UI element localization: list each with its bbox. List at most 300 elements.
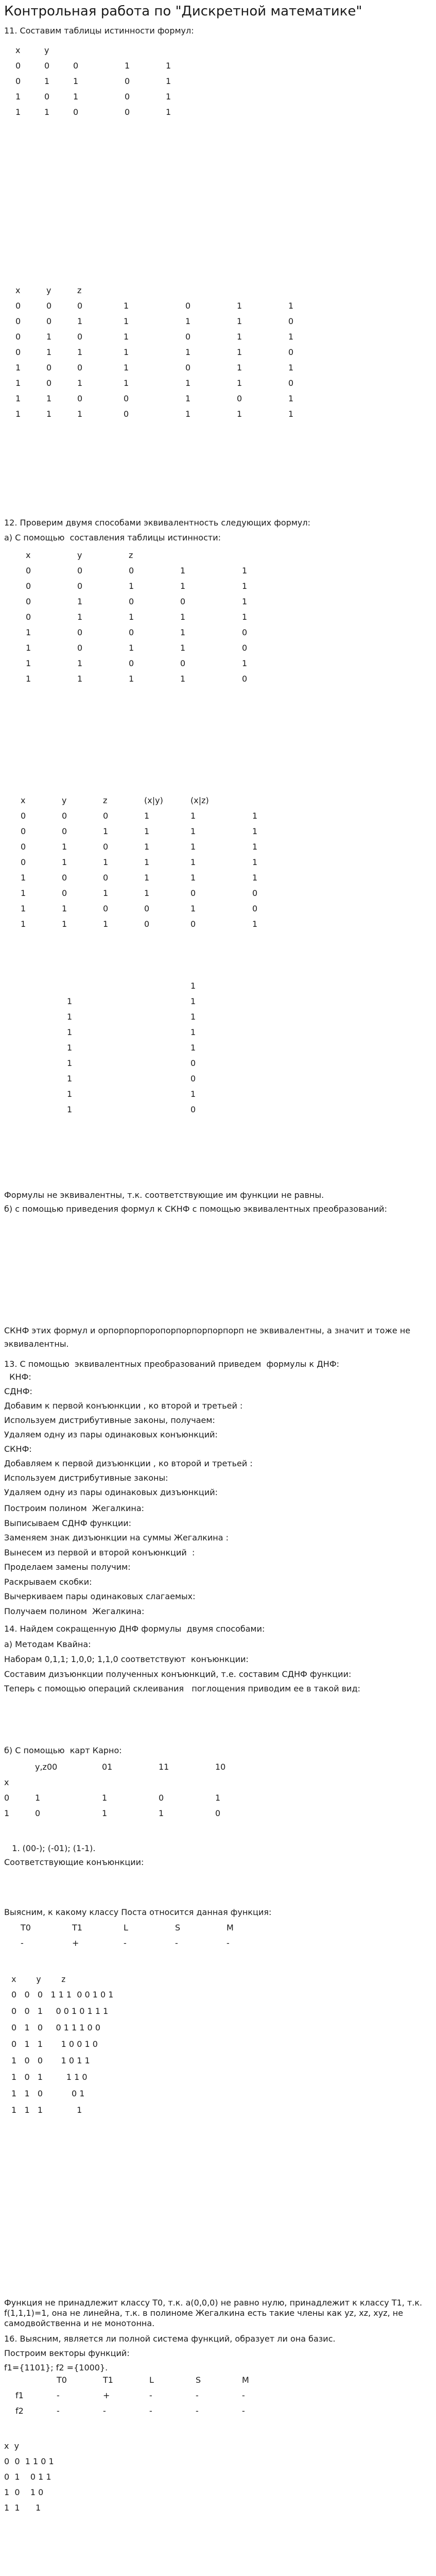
table-cell: 1 [124,300,129,311]
table-cell: 0 [103,903,109,913]
table-cell: 1 [190,980,196,991]
table-row [15,375,340,391]
table-cell: - [57,2405,60,2416]
table-row [15,104,207,120]
table-cell: 1 [26,658,31,668]
table-cell: 0 [62,826,67,836]
table-cell: 1 [77,658,83,668]
table-header-cell [15,2372,57,2387]
table-cell: 0 [215,1808,221,1818]
q13-step-line: Удаляем одну из пары одинаковых дизъюнкций: [4,1487,218,1497]
table-row [21,870,314,885]
table-header-cell: (x|y) [144,795,163,805]
table-cell: 1 [144,888,150,898]
table-cell [35,1774,102,1790]
table-cell: 0 [26,596,31,606]
table-cell: 1 [180,673,186,684]
table-header-cell: 01 [102,1761,113,1772]
table-cell: 0 [35,1808,41,1818]
table-cell: - [124,1938,127,1948]
table-row [21,854,314,870]
table-cell: 1 [124,362,129,372]
table-cell: 1 [144,826,150,836]
table-header-cell: y [44,45,49,55]
table-cell: 0 [242,642,248,653]
table-cell: 0 [26,565,31,575]
q13-step-line: Добавим к первой конъюнкции , ко второй и третьей : [4,1401,243,1411]
q14-heading: 14. Найдем сокращенную ДНФ формулы двумя способами: [4,1624,265,1634]
table-header-cell: z [103,795,108,805]
table-cell: 1 [129,612,134,622]
table-cell: 1 [62,903,67,913]
table-cell: 1 [73,91,79,101]
table-cell: 1 [237,300,242,311]
truth-table-3 [26,547,304,686]
table-row [4,1774,267,1790]
table-cell: 0 [159,1792,164,1803]
q14-quine-line1: Наборам 0,1,1; 1,0,0; 1,1,0 соответствуют конъюнкции: [4,1654,249,1664]
table-header-cell [185,282,237,298]
table-row [15,391,340,406]
table-header-cell: y,z00 [35,1761,58,1772]
table-cell: 0 [103,841,109,852]
table-row [67,1101,232,1117]
table-cell: 0 [4,1792,10,1803]
q13-zhegalkin-line: Проделаем замены получим: [4,1562,131,1572]
table-header-cell: 10 [215,1761,226,1772]
table-header-cell: T0 [21,1922,31,1933]
q14-method-b: б) С помощью карт Карно: [4,1745,122,1755]
table-cell: 1 [190,1042,196,1053]
table-cell: 1 [77,409,83,419]
table-cell: 1 [77,673,83,684]
table-cell: 0 [129,565,134,575]
table-cell: 1 [15,378,21,388]
table-cell: 1 [180,627,186,637]
table-cell: 1 [215,1792,221,1803]
table-cell: 1 [242,581,248,591]
table-cell: 1 [124,347,129,357]
q12-method-b: б) с помощью приведения формул к СКНФ с помощью эквивалентных преобразований: [4,1204,387,1214]
table-cell: 1 [252,826,258,836]
table-cell [159,1774,215,1790]
table-cell: 1 [166,107,171,117]
q13-zhegalkin-line: Выписываем СДНФ функции: [4,1518,132,1528]
table-cell: - [149,2405,152,2416]
q13-step-line: Используем дистрибутивные законы: [4,1473,168,1483]
table-cell: 1 [159,1808,164,1818]
table-header-cell: M [226,1922,234,1933]
table-cell: 0 [77,331,83,342]
vector-table-row: 1 0 1 0 [4,2487,44,2497]
table-cell: 0 [124,409,129,419]
table-cell: 0 [129,627,134,637]
q14-method-a: а) Методам Квайна: [4,1639,91,1649]
table-cell: 1 [62,857,67,867]
table-cell: - [196,2390,199,2400]
table-cell: 0 [73,60,79,71]
table-header-cell: y [77,550,82,560]
q15-heading: Выясним, к какому классу Поста относится данная функция: [4,1907,272,1917]
table-cell: 1 [21,903,26,913]
table-cell: 0 [15,316,21,326]
table-cell: 0 [77,581,83,591]
table-row [15,2387,288,2403]
q16-line1: Построим векторы функций: [4,2348,130,2358]
table-cell: - [196,2405,199,2416]
q13-zhegalkin-line: Вычеркиваем пары одинаковых слагаемых: [4,1591,196,1601]
table-cell: 1 [185,347,191,357]
table-cell: 1 [288,409,294,419]
table-row [67,1071,232,1086]
table-cell: 0 [237,393,242,403]
table-row [67,1086,232,1101]
q15-table-row: 1 0 0 1 0 1 1 [11,2056,90,2065]
table-cell: 0 [242,673,248,684]
table-cell: 0 [46,362,52,372]
table-header-cell: x [26,550,31,560]
table-cell: 1 [288,300,294,311]
table-header-row [15,42,207,58]
table-header-cell: y [46,285,51,295]
table-header-cell: 11 [159,1761,169,1772]
table-cell: 1 [46,409,52,419]
table-header-cell: L [124,1922,128,1933]
table-cell: f1 [15,2390,24,2400]
q13-step-line: КНФ: [4,1372,31,1382]
table-cell: 1 [15,409,21,419]
vector-table-row: 0 1 0 1 1 [4,2472,51,2482]
table-cell: 1 [67,1058,73,1068]
table-cell: 0 [185,362,191,372]
table-row [15,313,340,329]
table-cell: 1 [252,841,258,852]
table-row [67,1055,232,1071]
document-title: Контрольная работа по "Дискретной математике" [4,4,362,19]
table-cell: 0 [15,347,21,357]
table-row [15,73,207,89]
table-cell: 0 [185,300,191,311]
table-cell: 0 [252,888,258,898]
table-cell: - [57,2390,60,2400]
table-cell: 0 [77,642,83,653]
table-cell: 1 [242,658,248,668]
table-cell: 1 [252,919,258,929]
q13-heading: 13. С помощью эквивалентных преобразований приведем формулы к ДНФ: [4,1359,339,1369]
q11-heading: 11. Составим таблицы истинности формул: [4,26,194,36]
truth-table-4 [21,792,314,931]
table-row [21,885,314,901]
table-cell: - [149,2390,152,2400]
table-cell: 1 [77,596,83,606]
table-cell: 1 [125,60,130,71]
table-cell: x [4,1777,9,1787]
table-cell: 0 [190,919,196,929]
table-cell: 0 [77,300,83,311]
table-cell: + [103,2390,110,2400]
table-header-cell [166,42,207,58]
table-header-cell: (x|z) [190,795,209,805]
table-cell: 0 [21,841,26,852]
table-cell: 0 [144,903,150,913]
karnaugh-map [4,1759,267,1821]
q12-sknf-result: СКНФ этих формул и орпорпорпоропорпорпорпорпорп не эквивалентны, а значит и тоже не эквивалентны. [4,1326,411,1349]
q15-table-header: x y z [11,1974,66,1984]
table-cell: 1 [15,107,21,117]
table-cell: 1 [77,316,83,326]
q13-step-line: Добавляем к первой дизъюнкции , ко второй и третьей : [4,1459,253,1468]
table-cell: 1 [15,362,21,372]
q16-heading: 16. Выясним, является ли полной система функций, образует ли она базис. [4,2334,336,2344]
q12-not-equivalent: Формулы не эквивалентны, т.к. соответствующие им функции не равны. [4,1190,324,1200]
table-cell: 1 [242,565,248,575]
table-header-cell: M [242,2375,249,2385]
table-header-row [15,282,340,298]
table-cell: 0 [15,76,21,86]
table-cell: 1 [26,642,31,653]
table-header-cell [125,42,166,58]
table-header-cell [242,547,304,563]
table-cell: 1 [77,612,83,622]
table-header-cell: T0 [57,2375,67,2385]
table-cell: 1 [185,409,191,419]
table-cell: 1 [144,857,150,867]
table-cell: 0 [77,362,83,372]
q15-table-row: 1 1 1 1 [11,2105,82,2115]
table-header-cell: x [15,45,21,55]
q13-zhegalkin-line: Построим полином Жегалкина: [4,1503,145,1513]
q15-conclusion: Функция не принадлежит классу T0, т.к. a(0,0,0) не равно нулю, принадлежит к классу T1, т.к. f(1,1,1)=1, она не линейна, т.к. в полиноме Жегалкина есть такие члены как yz, xz, xyz, не самодвойственна и не монотонна. [4,2298,423,2328]
table-cell: 0 [190,1073,196,1083]
table-cell: 1 [190,1027,196,1037]
table-row [21,839,314,854]
table-cell: 0 [46,316,52,326]
table-cell: 1 [46,393,52,403]
table-cell: 1 [185,316,191,326]
table-cell: 0 [73,107,79,117]
table-header-cell: z [77,285,82,295]
table-cell: 1 [237,362,242,372]
table-cell: 0 [21,857,26,867]
table-cell: 1 [67,1073,73,1083]
table-cell: 0 [180,596,186,606]
table-cell: 1 [46,347,52,357]
table-cell: 0 [15,331,21,342]
table-row [21,901,314,916]
table-cell: 1 [190,996,196,1006]
table-cell: 1 [102,1808,108,1818]
table-cell: 1 [46,331,52,342]
table-row [26,594,304,609]
table-header-cell [73,42,125,58]
q15-table-row: 1 1 0 0 1 [11,2089,85,2098]
table-cell: 1 [44,107,50,117]
table-cell: 1 [237,347,242,357]
q13-step-line: СКНФ: [4,1444,32,1454]
q13-step-line: Удаляем одну из пары одинаковых конъюнкций: [4,1430,218,1439]
table-cell: 0 [190,888,196,898]
table-cell: 1 [144,841,150,852]
post-classes-table-2 [15,2372,288,2418]
table-row [15,58,207,73]
table-cell: 0 [288,378,294,388]
table-header-cell: L [149,2375,154,2385]
table-cell: 1 [185,378,191,388]
table-cell: 0 [144,919,150,929]
table-cell: 0 [129,596,134,606]
table-cell: 1 [62,919,67,929]
table-cell: 1 [190,841,196,852]
table-cell: 0 [288,347,294,357]
table-row [26,609,304,624]
table-header-cell: x [21,795,26,805]
table-cell: 0 [21,826,26,836]
table-row [4,1790,267,1805]
table-row [15,329,340,344]
table-cell: 1 [73,76,79,86]
table-cell: 0 [180,658,186,668]
table-row [21,808,314,823]
q14-quine-line2: Составим дизъюнкции полученных конъюнкций, т.е. составим СДНФ функции: [4,1669,352,1679]
table-cell: - [226,1938,230,1948]
q16-line2: f1={1101}; f2 ={1000}. [4,2363,108,2372]
q14-quine-line3: Теперь с помощью операций склеивания поглощения приводим ее в такой вид: [4,1684,361,1693]
table-cell: 1 [190,1089,196,1099]
table-cell: 1 [237,409,242,419]
table-header-row [4,1759,267,1774]
table-row [26,563,304,578]
table-row [15,89,207,104]
table-cell: 0 [103,810,109,821]
table-header-cell: S [196,2375,201,2385]
truth-table-2 [15,282,340,421]
table-cell: 1 [102,1792,108,1803]
table-header-cell [237,282,288,298]
q15-table-row: 0 1 1 1 0 0 1 0 [11,2039,98,2049]
table-row [15,344,340,360]
table-cell: 0 [77,393,83,403]
table-row [15,360,340,375]
table-cell: 1 [242,612,248,622]
q13-zhegalkin-line: Заменяем знак дизъюнкции на суммы Жегалкина : [4,1533,229,1543]
table-cell: 0 [242,627,248,637]
table-cell: 0 [125,107,130,117]
q13-step-line: Используем дистрибутивные законы, получаем: [4,1415,215,1425]
table-row [15,406,340,421]
table-row [21,916,314,931]
table-row [26,578,304,594]
table-cell: 1 [62,841,67,852]
table-cell: 1 [77,347,83,357]
table-cell: 1 [166,91,171,101]
table-cell: 1 [103,888,109,898]
table-cell: 1 [190,872,196,883]
table-cell [67,978,190,993]
table-cell: - [103,2405,106,2416]
table-cell: - [242,2390,245,2400]
q14-after: Соответствующие конъюнкции: [4,1857,144,1867]
table-cell: 1 [21,888,26,898]
q12-method-a: а) С помощью составления таблицы истинности: [4,533,221,543]
table-header-cell [288,282,340,298]
table-cell: 1 [252,810,258,821]
table-cell: 1 [237,378,242,388]
table-cell: 0 [46,378,52,388]
table-row [4,1805,267,1821]
table-cell: 1 [67,996,73,1006]
table-cell: 1 [166,60,171,71]
table-header-cell: y [62,795,67,805]
table-row [26,655,304,671]
table-row [26,640,304,655]
table-header-row [21,792,314,808]
vector-table-row: 0 0 1 1 0 1 [4,2456,54,2466]
table-row [15,298,340,313]
table-cell: 0 [185,331,191,342]
table-cell: 1 [190,1011,196,1022]
table-cell: 1 [15,393,21,403]
table-row [21,823,314,839]
table-cell: 1 [190,903,196,913]
table-cell: 1 [144,872,150,883]
table-cell: - [175,1938,178,1948]
table-row [15,2403,288,2418]
table-row [67,978,232,993]
truth-table-1 [15,42,207,120]
table-cell: 0 [77,565,83,575]
table-cell: 1 [21,919,26,929]
q15-table-row: 0 1 0 0 1 1 1 0 0 [11,2023,100,2032]
table-cell: 0 [44,60,50,71]
table-cell: 0 [129,658,134,668]
table-cell: 0 [26,581,31,591]
table-cell: 0 [125,76,130,86]
table-cell: 0 [46,300,52,311]
table-cell: 1 [4,1808,10,1818]
table-cell: 1 [288,362,294,372]
q12-heading: 12. Проверим двумя способами эквивалентность следующих формул: [4,518,311,528]
table-cell [215,1774,267,1790]
table-cell: 1 [237,331,242,342]
table-header-cell: z [129,550,133,560]
table-header-row [21,1920,278,1935]
post-classes-table [21,1920,278,1951]
table-row [67,1024,232,1040]
table-cell: 1 [67,1089,73,1099]
table-cell: 0 [124,393,129,403]
table-cell: 0 [62,810,67,821]
table-cell: 0 [62,872,67,883]
table-cell: 0 [103,872,109,883]
table-cell: 0 [26,612,31,622]
table-header-row [26,547,304,563]
table-cell: 1 [190,810,196,821]
table-cell: 1 [15,91,21,101]
table-header-cell: T1 [103,2375,113,2385]
table-header-cell: S [175,1922,181,1933]
table-cell: f2 [15,2405,24,2416]
table-cell: 0 [190,1058,196,1068]
table-cell: 1 [180,642,186,653]
table-cell: 1 [124,331,129,342]
table-cell: 1 [21,872,26,883]
table-cell: 1 [103,857,109,867]
table-cell: 1 [180,581,186,591]
q15-table-row: 0 0 0 1 1 1 0 0 1 0 1 [11,1990,114,1999]
vector-table-header: x y [4,2441,20,2451]
table-cell: 1 [180,612,186,622]
table-cell: 1 [67,1011,73,1022]
